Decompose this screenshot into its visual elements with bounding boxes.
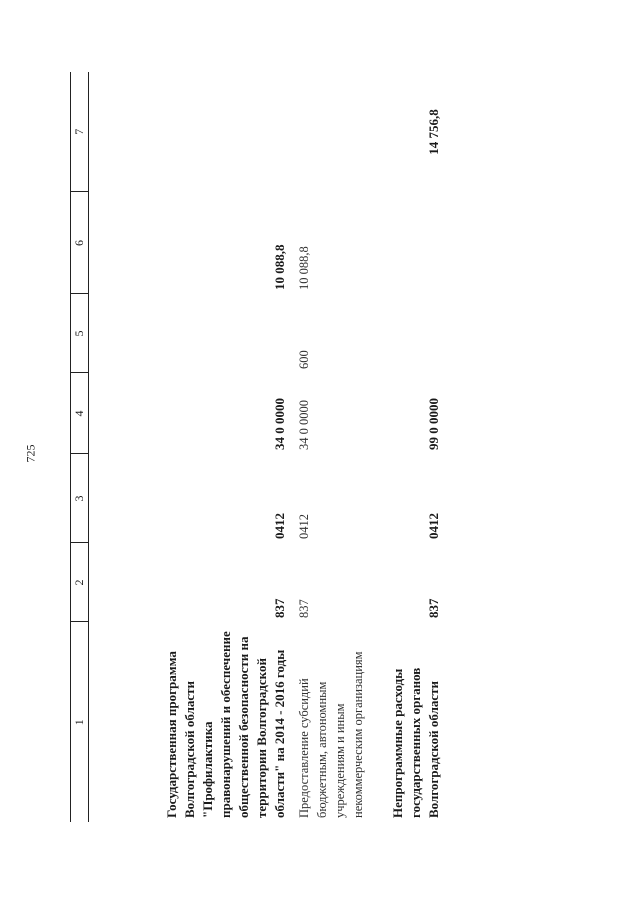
column-header: 3 — [71, 454, 89, 543]
row-amount-7: 14 756,8 — [426, 109, 441, 155]
column-header: 7 — [71, 72, 89, 192]
table-row — [163, 72, 289, 822]
table-spacer — [89, 72, 164, 822]
row-target: 99 0 0000 — [426, 398, 441, 450]
column-header: 4 — [71, 373, 89, 454]
row-name: Государственная программа Волгоградской области "Профилактика правонарушений и обеспечение общественной безопасности на территории Волгоградской области" на 2014 - 2016 годы — [164, 631, 287, 818]
rotated-table-frame — [70, 72, 530, 822]
row-type — [163, 294, 289, 373]
column-header: 2 — [71, 543, 89, 622]
column-header: 6 — [71, 192, 89, 294]
row-target: 34 0 0000 — [272, 398, 287, 450]
table-row — [389, 72, 443, 822]
row-name: Предоставление субсидий бюджетным, автономным учреждениям и иным некоммерческим организациям — [297, 651, 365, 818]
row-amount-6: 10 088,8 — [297, 246, 311, 290]
row-amount-6 — [389, 192, 443, 294]
budget-table — [70, 72, 443, 822]
column-header: 5 — [71, 294, 89, 373]
table-row — [295, 72, 367, 822]
row-type — [389, 294, 443, 373]
page-number: 725 — [23, 444, 38, 463]
row-code: 837 — [272, 598, 287, 618]
table-header-row — [71, 72, 89, 822]
row-code: 837 — [297, 599, 311, 618]
row-code: 837 — [426, 598, 441, 618]
row-name: Непрограммные расходы государственных органов Волгоградской области — [390, 667, 441, 818]
row-section: 0412 — [297, 514, 311, 539]
table-spacer — [367, 72, 389, 822]
row-type: 600 — [297, 350, 311, 369]
row-target: 34 0 0000 — [297, 400, 311, 450]
row-amount-7 — [295, 72, 367, 192]
column-header: 1 — [71, 622, 89, 822]
row-amount-7 — [163, 72, 289, 192]
row-section: 0412 — [272, 513, 287, 539]
row-amount-6: 10 088,8 — [272, 244, 287, 290]
row-section: 0412 — [426, 513, 441, 539]
